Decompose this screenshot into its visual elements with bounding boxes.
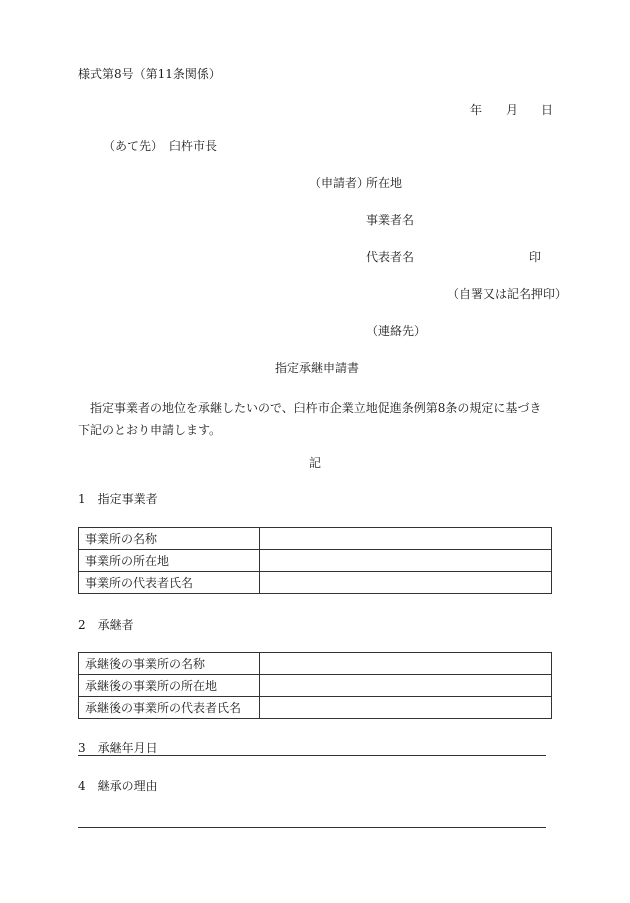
value-cell[interactable] bbox=[260, 528, 552, 550]
contact-label: （連絡先） bbox=[366, 324, 427, 338]
value-cell[interactable] bbox=[260, 550, 552, 572]
table-row bbox=[79, 528, 552, 550]
row-label: 事業所の名称 bbox=[79, 528, 260, 550]
applicant-heading: （申請者） bbox=[309, 176, 370, 190]
value-cell[interactable] bbox=[260, 653, 552, 675]
table-row bbox=[79, 697, 552, 719]
table-row bbox=[79, 653, 552, 675]
section4-heading: 4 継承の理由 bbox=[78, 779, 158, 793]
seal-mark: 印 bbox=[529, 250, 542, 264]
table-row bbox=[79, 550, 552, 572]
designated-business-table bbox=[78, 527, 552, 594]
value-cell[interactable] bbox=[260, 572, 552, 594]
body-text: 指定事業者の地位を承継したいので、臼杵市企業立地促進条例第8条の規定に基づき下記のとおり申請します。 bbox=[78, 401, 542, 437]
row-label: 承継後の事業所の代表者氏名 bbox=[79, 697, 260, 719]
signature-note: （自署又は記名押印） bbox=[447, 287, 568, 301]
address-label: 所在地 bbox=[366, 176, 403, 190]
section2-heading: 2 承継者 bbox=[78, 618, 134, 632]
ki-label: 記 bbox=[309, 456, 322, 470]
row-label: 事業所の代表者氏名 bbox=[79, 572, 260, 594]
succession-date-line[interactable] bbox=[78, 755, 546, 756]
date-year-label: 年 bbox=[470, 103, 483, 117]
successor-table bbox=[78, 652, 552, 719]
row-label: 承継後の事業所の名称 bbox=[79, 653, 260, 675]
value-cell[interactable] bbox=[260, 675, 552, 697]
business-name-label: 事業者名 bbox=[366, 213, 415, 227]
date-day-label: 日 bbox=[541, 103, 554, 117]
addressee: （あて先） 臼杵市長 bbox=[103, 139, 218, 153]
row-label: 承継後の事業所の所在地 bbox=[79, 675, 260, 697]
document-title: 指定承継申請書 bbox=[275, 361, 360, 375]
table-row bbox=[79, 572, 552, 594]
value-cell[interactable] bbox=[260, 697, 552, 719]
form-number: 様式第8号（第11条関係） bbox=[78, 67, 221, 81]
row-label: 事業所の所在地 bbox=[79, 550, 260, 572]
date-month-label: 月 bbox=[506, 103, 519, 117]
reason-line[interactable] bbox=[78, 827, 546, 828]
representative-label: 代表者名 bbox=[366, 250, 415, 264]
section3-heading: 3 承継年月日 bbox=[78, 741, 158, 755]
table-row bbox=[79, 675, 552, 697]
section1-heading: 1 指定事業者 bbox=[78, 492, 158, 506]
